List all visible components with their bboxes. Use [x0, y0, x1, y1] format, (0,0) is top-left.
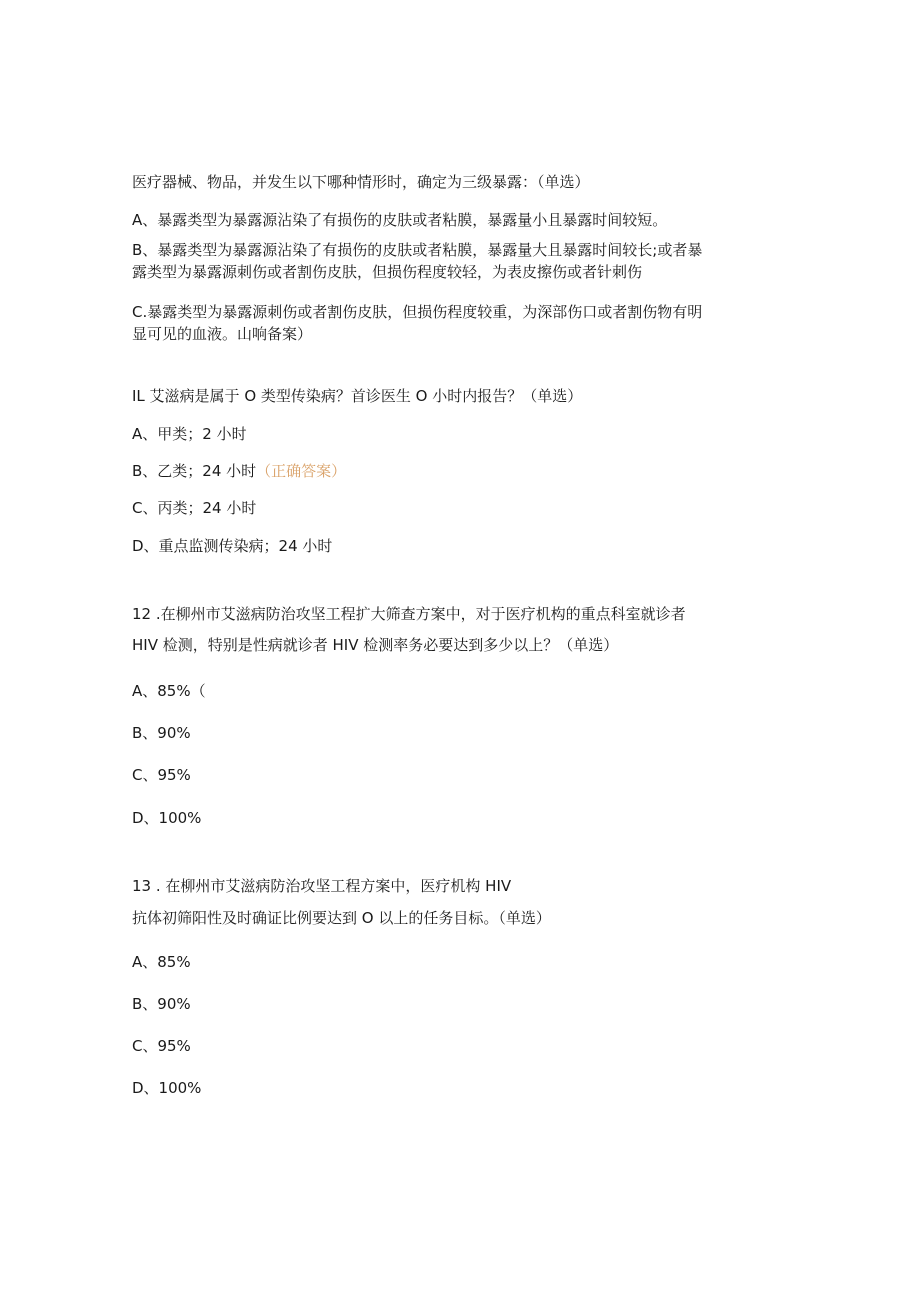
option-b	[132, 461, 346, 481]
option-d: D、100%	[132, 809, 202, 827]
option-c-line-1: C.暴露类型为暴露源刺伤或者割伤皮肤，但损伤程度较重，为深部伤口或者割伤物有明	[132, 303, 703, 321]
option-d: D、重点监测传染病；24 小时	[132, 537, 333, 555]
question-stem-line-2: 抗体初筛阳性及时确证比例要达到 O 以上的任务目标。（单选）	[132, 909, 551, 927]
question-stem-line-1: 13 . 在柳州市艾滋病防治攻坚工程方案中，医疗机构 HIV	[132, 877, 512, 895]
option-a: A、暴露类型为暴露源沾染了有损伤的皮肤或者粘膜，暴露量小且暴露时间较短。	[132, 211, 668, 229]
question-stem-line-1: 12 .在柳州市艾滋病防治攻坚工程扩大筛查方案中，对于医疗机构的重点科室就诊者	[132, 605, 686, 623]
question-stem: IL 艾滋病是属于 O 类型传染病？首诊医生 O 小时内报告？（单选）	[132, 387, 583, 405]
option-a: A、85%（	[132, 682, 206, 700]
option-a: A、甲类；2 小时	[132, 425, 247, 443]
option-c-line-2: 显可见的血液。山响备案）	[132, 325, 313, 343]
option-c: C、95%	[132, 766, 191, 784]
correct-answer-mark: （正确答案）	[256, 462, 347, 480]
option-d: D、100%	[132, 1079, 202, 1097]
question-stem-line-2: HIV 检测，特别是性病就诊者 HIV 检测率务必要达到多少以上？（单选）	[132, 636, 619, 654]
option-b-line-1: B、暴露类型为暴露源沾染了有损伤的皮肤或者粘膜，暴露量大且暴露时间较长;或者暴	[132, 241, 703, 259]
option-c: C、95%	[132, 1037, 191, 1055]
option-b-text: B、乙类；24 小时	[132, 462, 257, 480]
question-stem: 医疗器械、物品，并发生以下哪种情形时，确定为三级暴露：（单选）	[132, 173, 590, 191]
option-c: C、丙类；24 小时	[132, 499, 257, 517]
option-b: B、90%	[132, 724, 191, 742]
option-b-line-2: 露类型为暴露源刺伤或者割伤皮肤，但损伤程度较轻，为表皮擦伤或者针刺伤	[132, 263, 643, 281]
option-a: A、85%	[132, 953, 191, 971]
option-b: B、90%	[132, 995, 191, 1013]
